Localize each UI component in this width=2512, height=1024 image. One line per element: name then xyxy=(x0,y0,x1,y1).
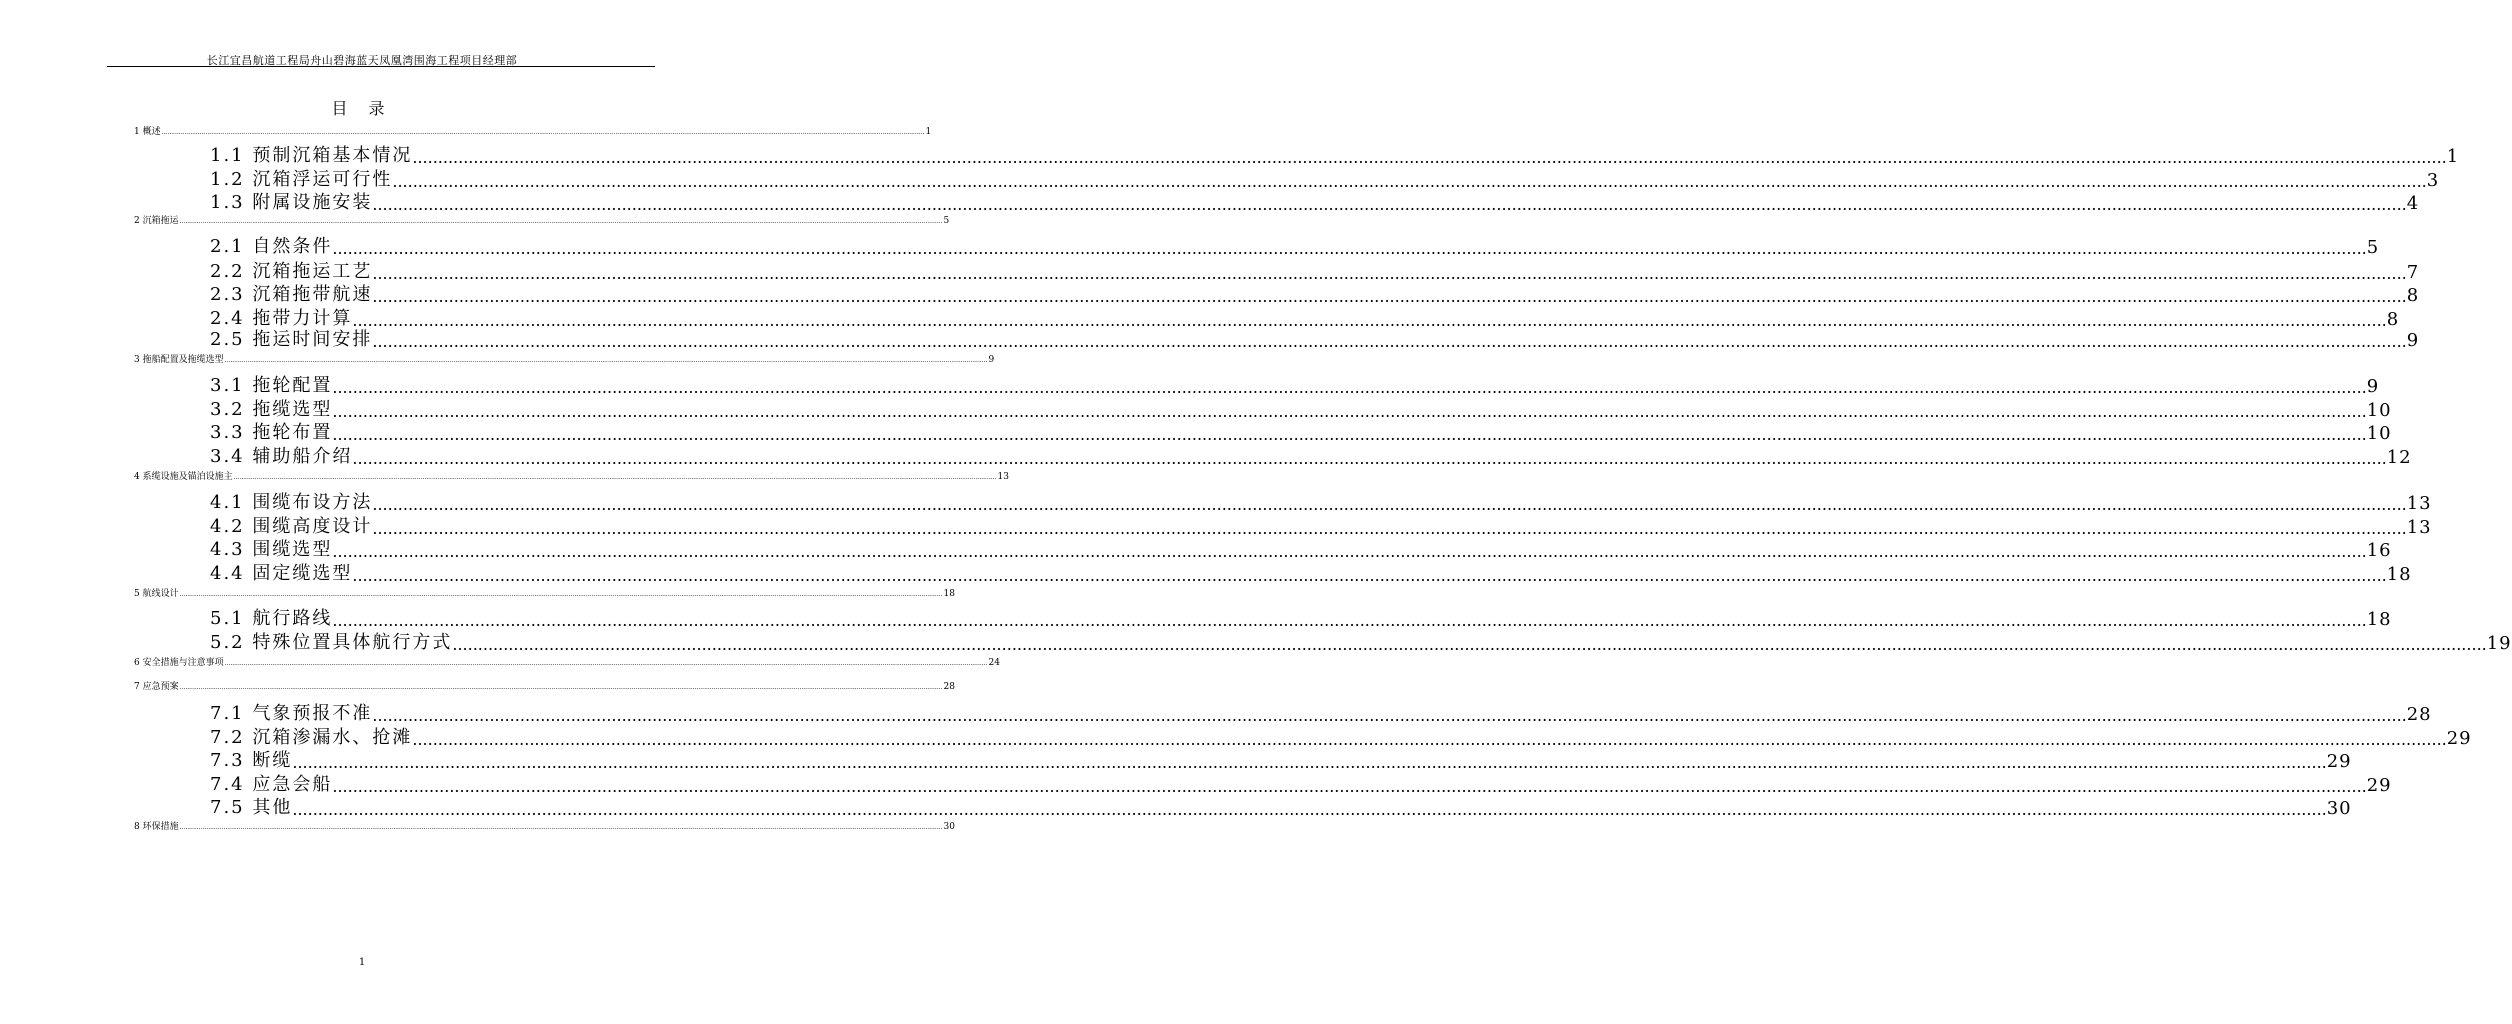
toc-entry-page: 7 xyxy=(2406,262,2420,283)
toc-entry-label: 4 系缆设施及锚泊设施主 xyxy=(134,472,233,482)
toc-entry-label: 2.3 沉箱拖带航速 xyxy=(210,284,373,305)
toc-entry-label: 1 概述 xyxy=(134,127,161,137)
toc-entry-page: 18 xyxy=(2386,564,2412,585)
toc-entry-page: 18 xyxy=(2366,609,2392,630)
toc-entry-label: 6 安全措施与注意事项 xyxy=(134,658,224,668)
toc-dot-leader: ................................................................................................................................................................................................................................................................................................................................................................................................................ xyxy=(332,542,2367,561)
toc-entry[interactable] xyxy=(210,373,2380,397)
toc-dot-leader: ................................................................................................................................................................................................................................................................................................................................................................................................................ xyxy=(372,332,2407,351)
toc-entry-page: 16 xyxy=(2366,540,2392,561)
toc-entry-page: 29 xyxy=(2446,728,2472,749)
toc-dot-leader: ................................................................................................................................................................................................................................................................................................................................................................................................................ xyxy=(352,311,2387,330)
toc-entry-label: 7.3 断缆 xyxy=(210,750,293,771)
toc-dot-leader: ................................................................................................................................................................................................................................................................................................................................................................................................................ xyxy=(372,264,2407,283)
toc-entry-label: 3.1 拖轮配置 xyxy=(210,375,333,396)
toc-entry-page: 9 xyxy=(2366,376,2380,397)
toc-entry-label: 7.1 气象预报不准 xyxy=(210,703,373,724)
toc-dot-leader: ................................................................................................................................................................................................................................................................................................................................................................................................................ xyxy=(332,402,2367,421)
toc-entry-page: 29 xyxy=(2366,775,2392,796)
toc-dot-leader: ................................................................................................................................................................................................................................................................................................................................................................................................................ xyxy=(372,195,2407,214)
toc-entry-page: 30 xyxy=(2326,798,2352,819)
toc-entry[interactable] xyxy=(210,701,2432,725)
toc-dot-leader: ................................................................................................................................................................................................................................................................................................................................................................................................................ xyxy=(224,357,988,364)
toc-entry-label: 4.1 围缆布设方法 xyxy=(210,492,373,513)
page-number: 1 xyxy=(358,957,366,968)
toc-dot-leader: ................................................................................................................................................................................................................................................................................................................................................................................................................ xyxy=(179,218,943,225)
toc-dot-leader: ................................................................................................................................................................................................................................................................................................................................................................................................................ xyxy=(372,706,2407,725)
toc-entry-label: 1.2 沉箱浮运可行性 xyxy=(210,169,393,190)
toc-entry-page: 18 xyxy=(943,589,955,599)
toc-entry[interactable] xyxy=(210,420,2392,444)
toc-entry-label: 5.1 航行路线 xyxy=(210,608,333,629)
toc-dot-leader: ................................................................................................................................................................................................................................................................................................................................................................................................................ xyxy=(292,800,2327,819)
toc-title: 目 录 xyxy=(331,99,393,118)
toc-dot-leader: ................................................................................................................................................................................................................................................................................................................................................................................................................ xyxy=(372,495,2407,514)
toc-dot-leader: ................................................................................................................................................................................................................................................................................................................................................................................................................ xyxy=(332,611,2367,630)
toc-entry-label: 7.2 沉箱渗漏水、抢滩 xyxy=(210,727,413,748)
running-header: 长江宜昌航道工程局舟山碧海蓝天凤凰湾围海工程项目经理部 xyxy=(206,54,518,67)
toc-entry-label: 7.5 其他 xyxy=(210,797,293,818)
toc-dot-leader: ................................................................................................................................................................................................................................................................................................................................................................................................................ xyxy=(179,684,943,691)
toc-entry[interactable] xyxy=(134,680,955,692)
toc-dot-leader: ................................................................................................................................................................................................................................................................................................................................................................................................................ xyxy=(452,635,2487,654)
toc-entry[interactable] xyxy=(210,234,2380,258)
toc-entry-label: 3 拖船配置及拖缆选型 xyxy=(134,355,224,365)
toc-entry-label: 5.2 特殊位置具体航行方式 xyxy=(210,632,453,653)
toc-dot-leader: ................................................................................................................................................................................................................................................................................................................................................................................................................ xyxy=(332,378,2367,397)
toc-entry[interactable] xyxy=(210,444,2412,468)
toc-dot-leader: ................................................................................................................................................................................................................................................................................................................................................................................................................ xyxy=(161,129,925,136)
toc-entry[interactable] xyxy=(134,214,950,226)
toc-dot-leader: ................................................................................................................................................................................................................................................................................................................................................................................................................ xyxy=(224,660,988,667)
toc-entry[interactable] xyxy=(210,795,2352,819)
toc-dot-leader: ................................................................................................................................................................................................................................................................................................................................................................................................................ xyxy=(392,172,2427,191)
toc-entry-label: 4.4 固定缆选型 xyxy=(210,563,353,584)
toc-entry[interactable] xyxy=(134,820,955,832)
toc-entry[interactable] xyxy=(134,125,932,137)
toc-dot-leader: ................................................................................................................................................................................................................................................................................................................................................................................................................ xyxy=(372,287,2407,306)
toc-entry-label: 2.4 拖带力计算 xyxy=(210,308,353,329)
toc-entry-page: 13 xyxy=(2406,517,2432,538)
toc-entry-label: 4.2 围缆高度设计 xyxy=(210,516,373,537)
toc-entry-page: 9 xyxy=(988,355,995,365)
toc-dot-leader: ................................................................................................................................................................................................................................................................................................................................................................................................................ xyxy=(179,591,943,598)
toc-entry-page: 28 xyxy=(2406,704,2432,725)
toc-entry-page: 3 xyxy=(2426,170,2440,191)
toc-dot-leader: ................................................................................................................................................................................................................................................................................................................................................................................................................ xyxy=(352,566,2387,585)
toc-entry[interactable] xyxy=(210,327,2420,351)
toc-dot-leader: ................................................................................................................................................................................................................................................................................................................................................................................................................ xyxy=(412,148,2447,167)
toc-entry[interactable] xyxy=(210,282,2420,306)
toc-dot-leader: ................................................................................................................................................................................................................................................................................................................................................................................................................ xyxy=(332,425,2367,444)
toc-entry[interactable] xyxy=(210,561,2412,585)
toc-dot-leader: ................................................................................................................................................................................................................................................................................................................................................................................................................ xyxy=(352,449,2387,468)
toc-entry[interactable] xyxy=(134,587,955,599)
toc-dot-leader: ................................................................................................................................................................................................................................................................................................................................................................................................................ xyxy=(179,824,943,831)
header-rule xyxy=(107,66,655,67)
toc-dot-leader: ................................................................................................................................................................................................................................................................................................................................................................................................................ xyxy=(332,239,2367,258)
toc-dot-leader: ................................................................................................................................................................................................................................................................................................................................................................................................................ xyxy=(412,730,2447,749)
toc-entry-label: 1.3 附属设施安装 xyxy=(210,192,373,213)
toc-dot-leader: ................................................................................................................................................................................................................................................................................................................................................................................................................ xyxy=(372,519,2407,538)
toc-entry-page: 5 xyxy=(2366,237,2380,258)
toc-entry-label: 1.1 预制沉箱基本情况 xyxy=(210,145,413,166)
toc-entry[interactable] xyxy=(210,490,2432,514)
toc-entry[interactable] xyxy=(210,190,2420,214)
toc-entry-page: 4 xyxy=(2406,193,2420,214)
toc-entry-label: 2.1 自然条件 xyxy=(210,236,333,257)
toc-entry-page: 9 xyxy=(2406,330,2420,351)
toc-entry-label: 3.3 拖轮布置 xyxy=(210,422,333,443)
toc-entry-label: 2.2 沉箱拖运工艺 xyxy=(210,261,373,282)
toc-entry-label: 5 航线设计 xyxy=(134,589,179,599)
toc-entry-page: 24 xyxy=(988,658,1000,668)
toc-entry[interactable] xyxy=(134,470,1009,482)
toc-entry[interactable] xyxy=(210,606,2392,630)
toc-entry-page: 8 xyxy=(2406,285,2420,306)
toc-entry-page: 28 xyxy=(943,682,955,692)
toc-entry[interactable] xyxy=(210,143,2460,167)
toc-entry-page: 8 xyxy=(2386,309,2400,330)
toc-entry-label: 3.4 辅助船介绍 xyxy=(210,446,353,467)
toc-entry-page: 30 xyxy=(943,822,955,832)
toc-entry-page: 19 xyxy=(2486,633,2512,654)
toc-entry-label: 3.2 拖缆选型 xyxy=(210,399,333,420)
toc-entry-page: 13 xyxy=(997,472,1009,482)
toc-entry-label: 8 环保措施 xyxy=(134,822,179,832)
toc-dot-leader: ................................................................................................................................................................................................................................................................................................................................................................................................................ xyxy=(292,753,2327,772)
toc-entry-label: 2.5 拖运时间安排 xyxy=(210,329,373,350)
toc-entry[interactable] xyxy=(134,353,995,365)
toc-entry[interactable] xyxy=(210,537,2392,561)
toc-entry-page: 29 xyxy=(2326,751,2352,772)
toc-entry-label: 4.3 围缆选型 xyxy=(210,539,333,560)
toc-entry[interactable] xyxy=(210,630,2512,654)
toc-entry-page: 13 xyxy=(2406,493,2432,514)
toc-entry-label: 7 应急预案 xyxy=(134,682,179,692)
toc-entry-page: 1 xyxy=(925,127,932,137)
toc-entry-page: 10 xyxy=(2366,400,2392,421)
toc-entry-label: 7.4 应急会船 xyxy=(210,774,333,795)
toc-entry-page: 12 xyxy=(2386,447,2412,468)
toc-entry-page: 5 xyxy=(943,216,950,226)
toc-entry-page: 1 xyxy=(2446,146,2460,167)
toc-dot-leader: ................................................................................................................................................................................................................................................................................................................................................................................................................ xyxy=(332,777,2367,796)
toc-dot-leader: ................................................................................................................................................................................................................................................................................................................................................................................................................ xyxy=(233,474,997,481)
toc-entry-page: 10 xyxy=(2366,423,2392,444)
toc-entry[interactable] xyxy=(210,748,2352,772)
toc-entry-label: 2 沉箱拖运 xyxy=(134,216,179,226)
toc-entry[interactable] xyxy=(134,656,1000,668)
